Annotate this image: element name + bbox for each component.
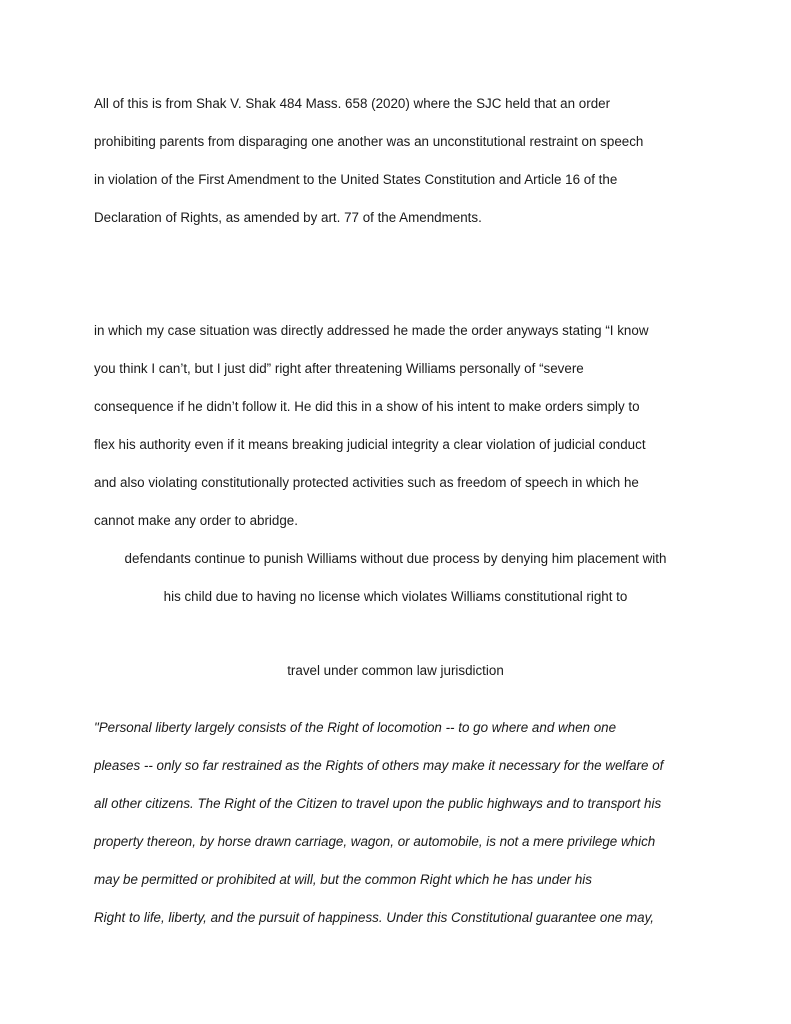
centered-line-2: his child due to having no license which violates Williams constitutional right to [163,589,628,604]
paragraph-2-line-3: consequence if he didn’t follow it. He did this in a show of his intent to make orders simply to [94,399,640,414]
paragraph-1-line-2: prohibiting parents from disparaging one another was an unconstitutional restraint on speech [94,134,644,149]
quote-line-5: may be permitted or prohibited at will, but the common Right which he has under his [94,872,592,887]
paragraph-1-line-4: Declaration of Rights, as amended by art. 77 of the Amendments. [94,210,482,225]
centered-line-1: defendants continue to punish Williams without due process by denying him placement with [124,551,667,566]
paragraph-2-line-2: you think I can’t, but I just did” right after threatening Williams personally of “severe [94,361,584,376]
paragraph-2-line-1: in which my case situation was directly addressed he made the order anyways stating “I know [94,323,649,338]
paragraph-2-line-4: flex his authority even if it means breaking judicial integrity a clear violation of judicial conduct [94,437,646,452]
quote-line-3: all other citizens. The Right of the Citizen to travel upon the public highways and to transport his [94,796,662,811]
quote-line-4: property thereon, by horse drawn carriage, wagon, or automobile, is not a mere privilege which [94,834,656,849]
paragraph-2-line-5: and also violating constitutionally protected activities such as freedom of speech in which he [94,475,639,490]
paragraph-1-line-3: in violation of the First Amendment to the United States Constitution and Article 16 of the [94,172,618,187]
quote-line-1: "Personal liberty largely consists of the Right of locomotion -- to go where and when one [94,720,617,735]
paragraph-1-line-1: All of this is from Shak V. Shak 484 Mass. 658 (2020) where the SJC held that an order [94,96,611,111]
centered-line-3: travel under common law jurisdiction [287,663,504,678]
quote-line-2: pleases -- only so far restrained as the Rights of others may make it necessary for the welfare of [94,758,664,773]
paragraph-2-line-6: cannot make any order to abridge. [94,513,298,528]
quote-line-6: Right to life, liberty, and the pursuit of happiness. Under this Constitutional guarantee one may, [94,910,654,925]
